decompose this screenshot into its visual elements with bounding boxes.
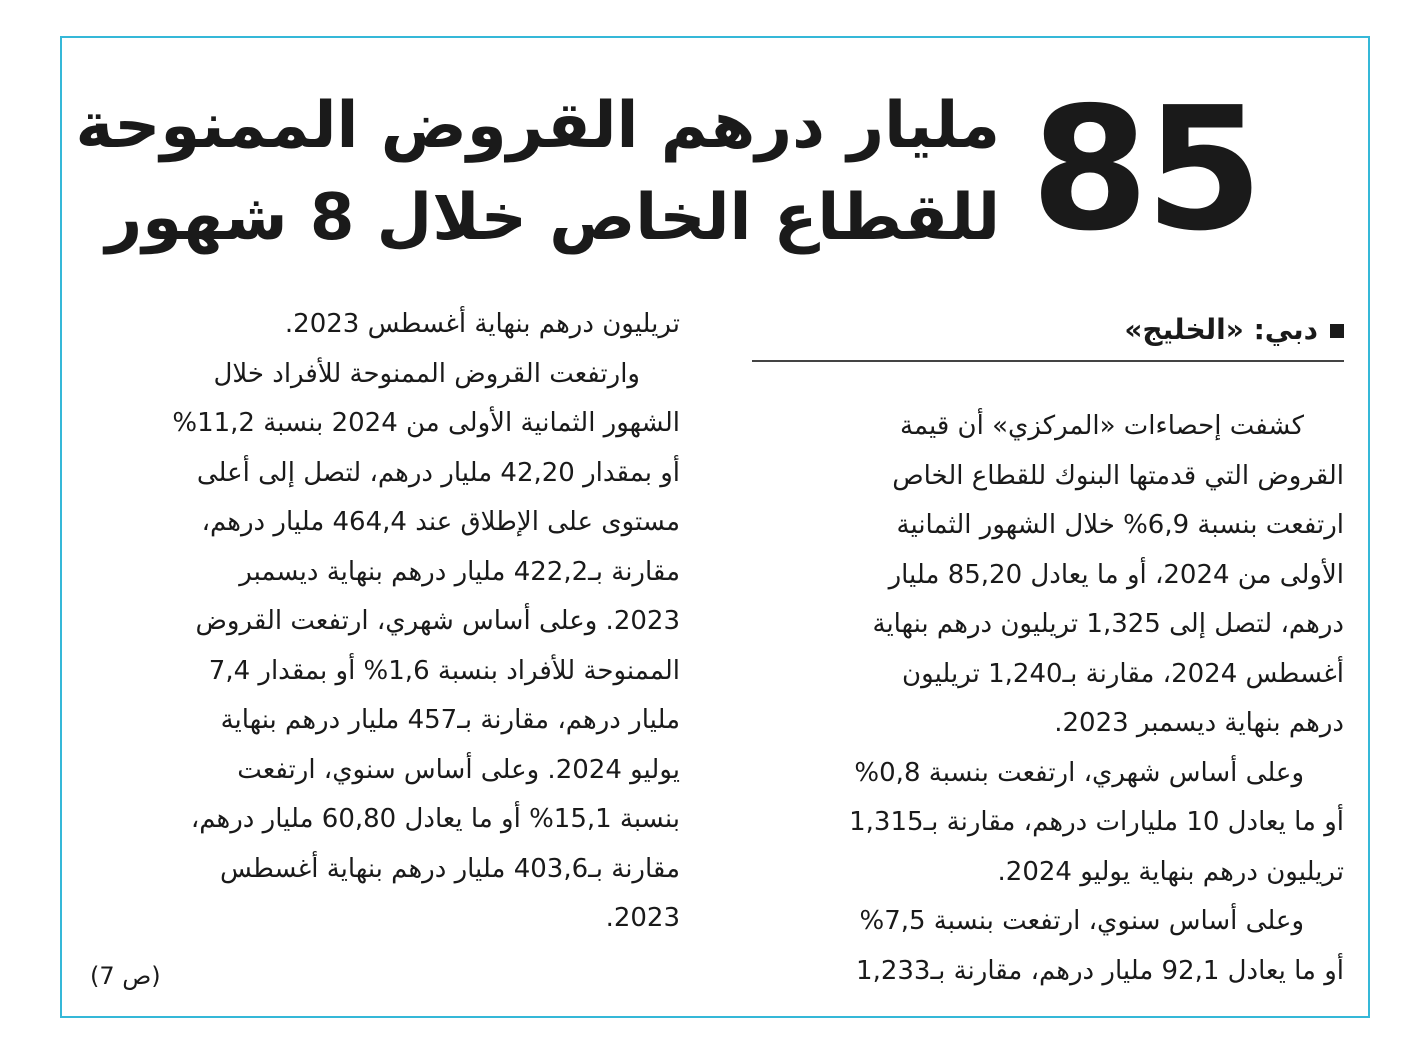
body-line: مليار درهم، مقارنة بـ457 مليار درهم بنهاية xyxy=(220,705,680,735)
body-line: أو ما يعادل 92,1 مليار درهم، مقارنة بـ1,233 xyxy=(856,955,1344,986)
body-line: أغسطس 2024، مقارنة بـ1,240 تريليون xyxy=(902,658,1344,689)
headline xyxy=(75,70,1270,270)
square-bullet-icon xyxy=(1330,324,1344,338)
article-column-right xyxy=(752,402,1344,996)
body-line: كشفت إحصاءات «المركزي» أن قيمة xyxy=(900,411,1304,441)
body-line: الأولى من 2024، أو ما يعادل 85,20 مليار xyxy=(888,559,1344,590)
body-line: تريليون درهم بنهاية يوليو 2024. xyxy=(997,856,1344,887)
body-line: الشهور الثمانية الأولى من 2024 بنسبة 11,2% xyxy=(172,408,680,438)
body-line: درهم، لتصل إلى 1,325 تريليون درهم بنهاية xyxy=(872,609,1344,639)
dateline xyxy=(752,306,1344,362)
body-line: مستوى على الإطلاق عند 464,4 مليار درهم، xyxy=(201,507,680,537)
article-column-left xyxy=(90,300,680,944)
body-line: وعلى أساس شهري، ارتفعت بنسبة 0,8% xyxy=(854,757,1304,788)
headline-text xyxy=(75,80,1000,264)
body-line: القروض التي قدمتها البنوك للقطاع الخاص xyxy=(892,460,1344,491)
body-line: بنسبة 15,1% أو ما يعادل 60,80 مليار درهم، xyxy=(190,804,680,834)
body-line: درهم بنهاية ديسمبر 2023. xyxy=(1054,708,1344,738)
body-line: الممنوحة للأفراد بنسبة 1,6% أو بمقدار 7,4 xyxy=(208,655,680,686)
body-line: ارتفعت بنسبة 6,9% خلال الشهور الثمانية xyxy=(896,510,1344,540)
page-reference: (ص 7) xyxy=(90,962,161,990)
body-line: تريليون درهم بنهاية أغسطس 2023. xyxy=(284,309,680,339)
dateline-text: دبي: «الخليج» xyxy=(1124,313,1318,346)
body-line: أو بمقدار 42,20 مليار درهم، لتصل إلى أعلى xyxy=(196,457,680,488)
headline-number: 85 xyxy=(1030,71,1260,269)
body-line: 2023. وعلى أساس شهري، ارتفعت القروض xyxy=(195,606,680,636)
headline-line-2: للقطاع الخاص خلال 8 شهور xyxy=(105,181,1000,255)
body-line: وارتفعت القروض الممنوحة للأفراد خلال xyxy=(213,358,640,389)
body-line: 2023. xyxy=(605,903,680,933)
body-line: مقارنة بـ403,6 مليار درهم بنهاية أغسطس xyxy=(219,853,680,884)
body-line: يوليو 2024. وعلى أساس سنوي، ارتفعت xyxy=(237,754,680,785)
body-line: وعلى أساس سنوي، ارتفعت بنسبة 7,5% xyxy=(859,906,1304,936)
body-line: أو ما يعادل 10 مليارات درهم، مقارنة بـ1,315 xyxy=(849,807,1344,837)
headline-line-1: مليار درهم القروض الممنوحة xyxy=(75,89,1000,163)
body-line: مقارنة بـ422,2 مليار درهم بنهاية ديسمبر xyxy=(239,556,680,587)
